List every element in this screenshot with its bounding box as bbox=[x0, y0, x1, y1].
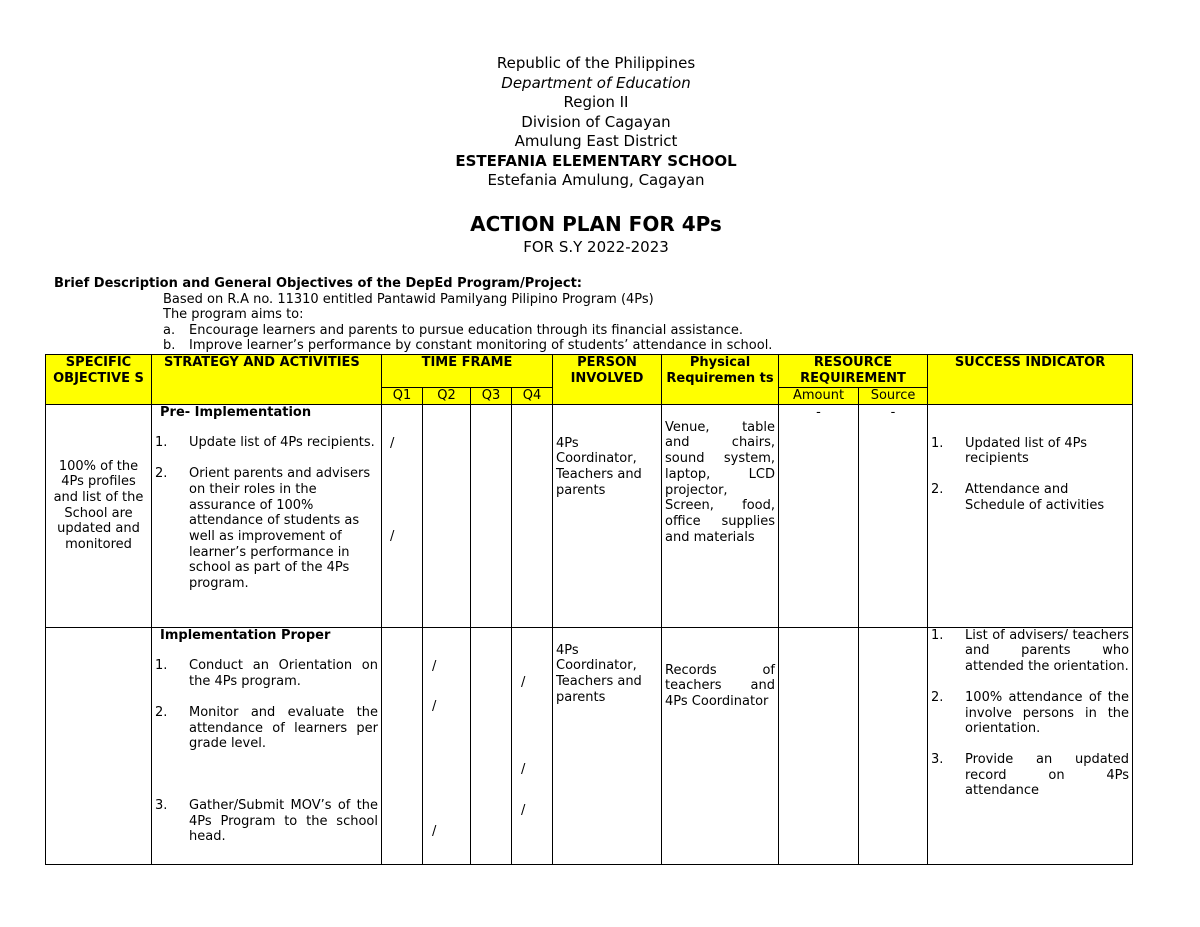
col-header-q2: Q2 bbox=[423, 388, 471, 405]
q3-cell bbox=[471, 404, 512, 627]
description-section bbox=[54, 276, 1154, 354]
header-school: ESTEFANIA ELEMENTARY SCHOOL bbox=[455, 151, 737, 170]
person-cell: 4Ps Coordinator, Teachers and parents bbox=[553, 404, 662, 627]
q1-cell bbox=[382, 627, 423, 864]
header-region: Region II bbox=[563, 93, 629, 111]
page-subtitle: FOR S.Y 2022-2023 bbox=[523, 238, 669, 256]
phase-label: Implementation Proper bbox=[160, 627, 331, 643]
indicator-list bbox=[931, 436, 1129, 514]
table-row bbox=[46, 404, 1133, 627]
strategy-cell bbox=[152, 404, 382, 627]
col-header-objectives: SPECIFIC OBJECTIVE S bbox=[46, 355, 152, 405]
col-header-source: Source bbox=[859, 388, 928, 405]
list-item: 2. 100% attendance of the involve persons in the orientation. bbox=[931, 689, 1130, 737]
list-item: 3. Provide an updated record on 4Ps attendance bbox=[931, 751, 1130, 799]
description-aims: The program aims to: bbox=[163, 307, 304, 323]
indicator-list bbox=[931, 628, 1129, 799]
col-header-time-frame: TIME FRAME bbox=[382, 355, 553, 388]
description-heading: Brief Description and General Objectives of the DepEd Program/Project: bbox=[54, 276, 582, 291]
q4-cell bbox=[512, 404, 553, 627]
list-item: 3. Gather/Submit MOV’s of the 4Ps Program to the school head. bbox=[155, 797, 378, 845]
list-item: 2. Monitor and evaluate the attendance of learners per grade level. bbox=[155, 704, 378, 752]
document-header bbox=[0, 54, 1192, 191]
q1-cell: / / bbox=[382, 404, 423, 627]
amount-cell bbox=[779, 627, 859, 864]
list-item: 2. Attendance and Schedule of activities bbox=[931, 482, 1105, 513]
header-address: Estefania Amulung, Cagayan bbox=[487, 171, 705, 189]
col-header-q1: Q1 bbox=[382, 388, 423, 405]
aim-a: a. Encourage learners and parents to pursue education through its financial assistance. bbox=[163, 322, 743, 338]
page-title: ACTION PLAN FOR 4Ps bbox=[470, 212, 722, 236]
q4-cell: / / / bbox=[512, 627, 553, 864]
list-item: 1. Update list of 4Ps recipients. bbox=[155, 435, 375, 451]
col-header-person: PERSON INVOLVED bbox=[553, 355, 662, 405]
activity-list bbox=[155, 658, 378, 845]
action-plan-table bbox=[45, 354, 1133, 865]
col-header-resource: RESOURCE REQUIREMENT bbox=[779, 355, 928, 388]
col-header-q3: Q3 bbox=[471, 388, 512, 405]
list-item: 2. Orient parents and advisers on their roles in the assurance of 100% attendance of students as well as improvement of learner’s performance in school as part of the 4Ps program. bbox=[155, 466, 371, 592]
person-cell: 4Ps Coordinator, Teachers and parents bbox=[553, 627, 662, 864]
col-header-q4: Q4 bbox=[512, 388, 553, 405]
success-cell bbox=[928, 627, 1133, 864]
header-department: Department of Education bbox=[501, 73, 691, 92]
q2-cell bbox=[423, 404, 471, 627]
list-item: 1. Conduct an Orientation on the 4Ps program. bbox=[155, 658, 378, 690]
header-district: Amulung East District bbox=[514, 132, 678, 150]
activity-list bbox=[155, 435, 378, 591]
physical-cell: Venue, table and chairs, sound system, laptop, LCD projector, Screen, food, office supplies and materials bbox=[662, 404, 779, 627]
source-cell: - bbox=[859, 404, 928, 627]
strategy-cell bbox=[152, 627, 382, 864]
physical-cell: Records of teachers and 4Ps Coordinator bbox=[662, 627, 779, 864]
list-item: 1. Updated list of 4Ps recipients bbox=[931, 435, 1088, 467]
col-header-strategy: STRATEGY AND ACTIVITIES bbox=[152, 355, 382, 405]
header-republic: Republic of the Philippines bbox=[496, 54, 696, 72]
list-item: 1. List of advisers/ teachers and parents who attended the orientation. bbox=[931, 627, 1130, 675]
objective-cell bbox=[46, 627, 152, 864]
phase-label: Pre- Implementation bbox=[160, 404, 312, 420]
col-header-amount: Amount bbox=[779, 388, 859, 405]
q2-cell: / / / bbox=[423, 627, 471, 864]
amount-cell: - bbox=[779, 404, 859, 627]
col-header-physical: Physical Requiremen ts bbox=[662, 355, 779, 405]
success-cell bbox=[928, 404, 1133, 627]
table-row bbox=[46, 627, 1133, 864]
aim-b: b. Improve learner’s performance by constant monitoring of students’ attendance in school. bbox=[163, 338, 773, 354]
header-division: Division of Cagayan bbox=[521, 112, 671, 131]
objective-cell: 100% of the 4Ps profiles and list of the School are updated and monitored bbox=[46, 404, 152, 627]
col-header-success: SUCCESS INDICATOR bbox=[928, 355, 1133, 405]
source-cell bbox=[859, 627, 928, 864]
description-basis: Based on R.A no. 11310 entitled Pantawid Pamilyang Pilipino Program (4Ps) bbox=[163, 291, 654, 307]
q3-cell bbox=[471, 627, 512, 864]
